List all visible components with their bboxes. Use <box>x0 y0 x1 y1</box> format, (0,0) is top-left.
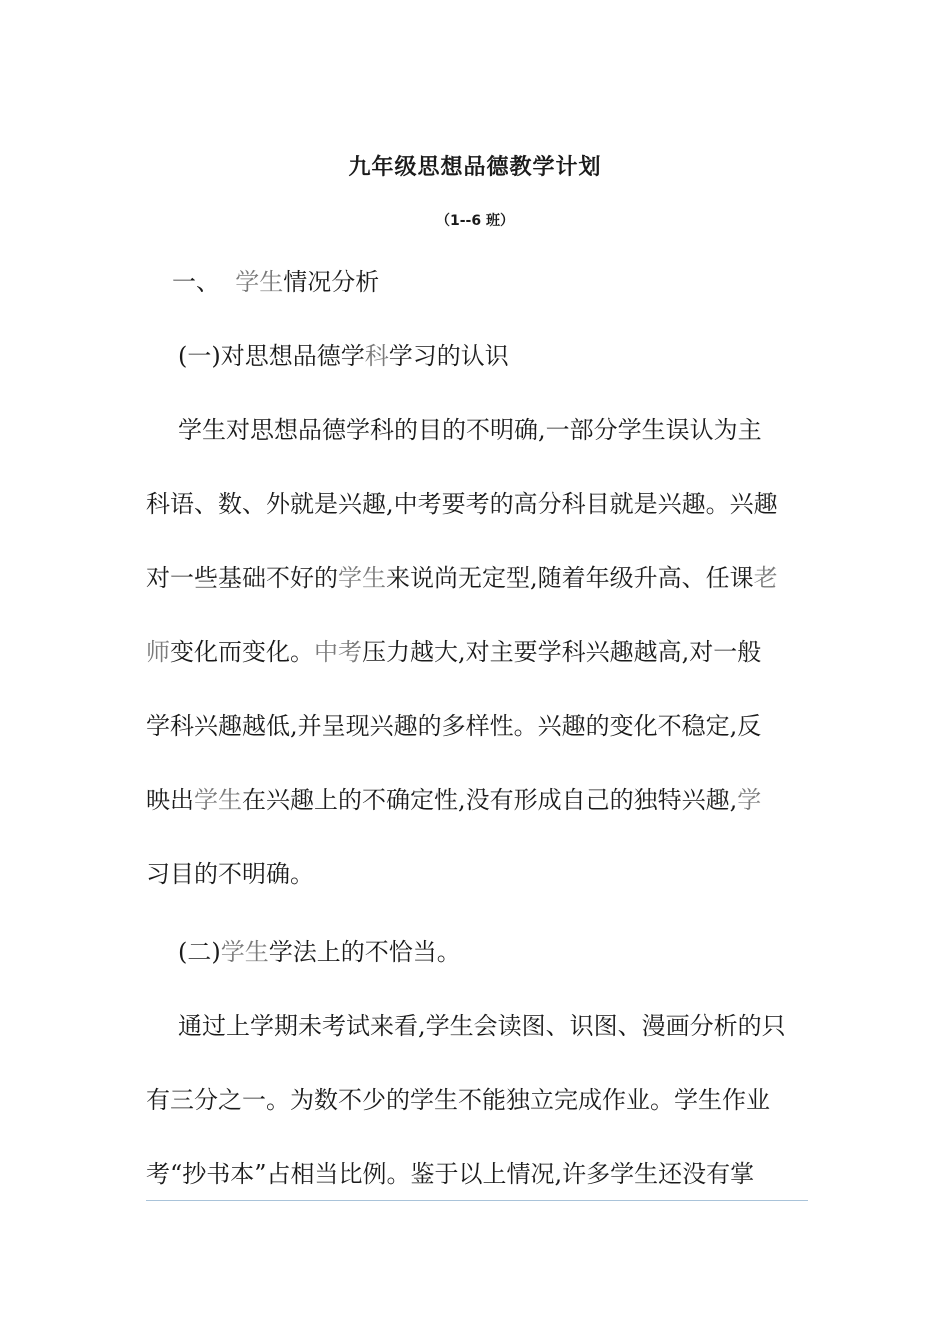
text-run: 映出 <box>146 786 194 814</box>
text-run: 学生对思想品德学科的目的不明确,一部分学生误认为主 <box>178 416 762 444</box>
text-run: 学科兴趣越低,并呈现兴趣的多样性。兴趣的变化不稳定,反 <box>146 712 762 740</box>
subsection-heading-1 <box>178 340 843 372</box>
section-number: 一、 <box>172 268 220 296</box>
paragraph-line <box>146 562 811 594</box>
document-title: 九年级思想品德教学计划 <box>348 155 602 180</box>
paragraph-line <box>178 1010 843 1042</box>
text-run-gray: 师 <box>146 638 170 666</box>
text-run: 习目的不明确。 <box>146 860 314 888</box>
paragraph-line <box>146 710 811 742</box>
paragraph-line <box>146 1158 811 1190</box>
paragraph-line <box>146 636 811 668</box>
section-heading-rest: 情况分析 <box>283 268 380 296</box>
subsection-heading-gray: 学生 <box>220 938 269 966</box>
subsection-heading-2 <box>178 936 843 968</box>
section-heading-gray: 学生 <box>235 268 284 296</box>
text-run: 对一些基础不好的 <box>146 564 338 592</box>
paragraph-line <box>146 488 811 520</box>
subsection-heading-gray: 科 <box>364 342 389 370</box>
text-run: 通过上学期未考试来看,学生会读图、识图、漫画分析的只 <box>178 1012 786 1040</box>
text-run: 变化而变化。 <box>170 638 314 666</box>
paragraph-line <box>146 858 811 890</box>
text-run-gray: 学生 <box>338 564 386 592</box>
text-run-gray: 学生 <box>194 786 242 814</box>
subsection-heading-part-a: (一)对思想品德学 <box>178 342 365 370</box>
text-run-gray: 中考 <box>314 638 362 666</box>
subsection-heading-part-a: (二) <box>178 938 221 966</box>
text-run-gray: 学 <box>737 786 762 814</box>
text-run: 考“抄书本”占相当比例。鉴于以上情况,许多学生还没有掌 <box>146 1160 755 1188</box>
text-run: 科语、数、外就是兴趣,中考要考的高分科目就是兴趣。兴趣 <box>146 490 778 518</box>
text-run: 来说尚无定型,随着年级升高、任课 <box>386 564 754 592</box>
text-run: 在兴趣上的不确定性,没有形成自己的独特兴趣, <box>242 786 738 814</box>
section-heading-1 <box>172 266 837 298</box>
subsection-heading-part-b: 学习的认识 <box>388 342 509 370</box>
subsection-heading-part-b: 学法上的不恰当。 <box>268 938 461 966</box>
paragraph-line <box>178 414 843 446</box>
document-subtitle: （1--6 班） <box>436 213 514 229</box>
bottom-divider <box>146 1200 808 1201</box>
text-run: 有三分之一。为数不少的学生不能独立完成作业。学生作业 <box>146 1086 770 1114</box>
paragraph-line <box>146 784 811 816</box>
text-run: 压力越大,对主要学科兴趣越高,对一般 <box>362 638 762 666</box>
text-run-gray: 老 <box>753 564 778 592</box>
paragraph-line <box>146 1084 811 1116</box>
